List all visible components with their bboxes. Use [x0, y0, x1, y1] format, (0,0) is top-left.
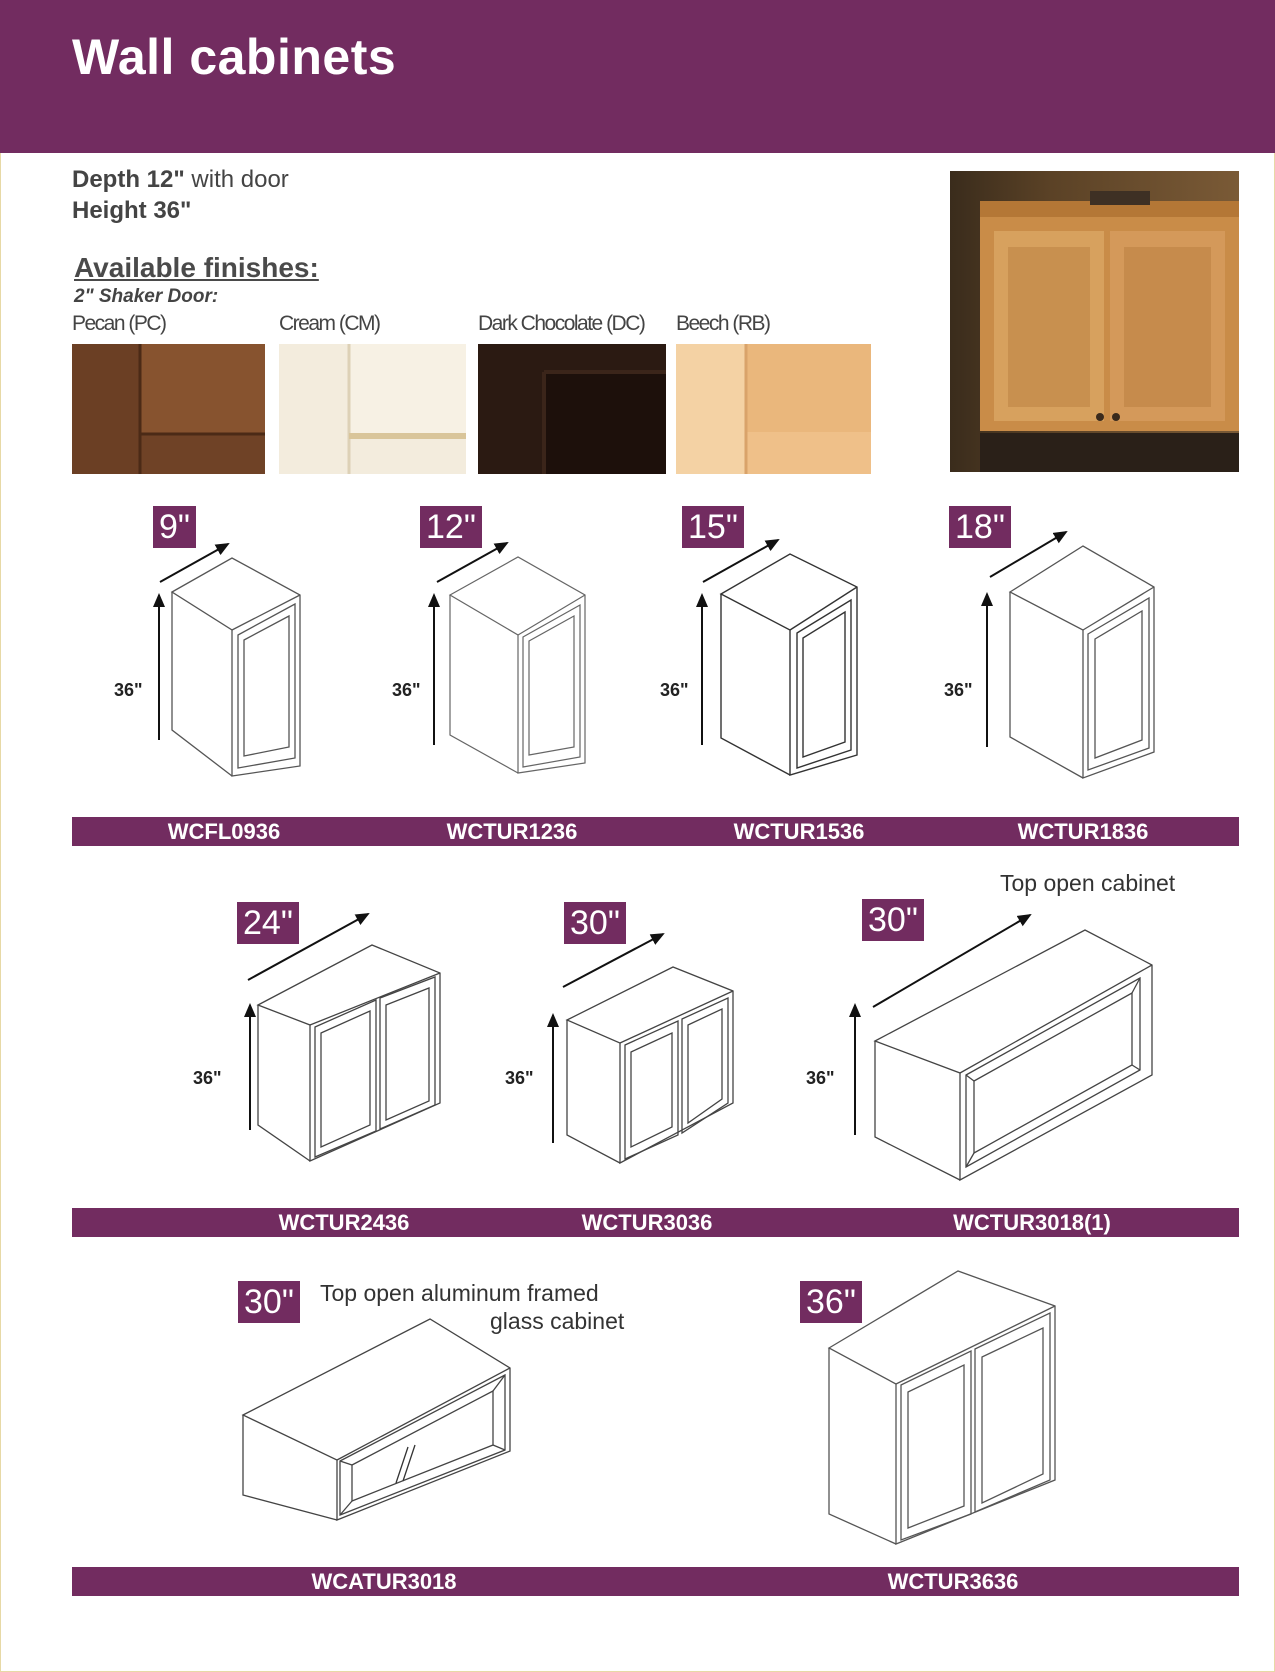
page-title: Wall cabinets	[72, 29, 397, 85]
height-label-wctur1836: 36"	[944, 680, 973, 700]
note-glass-line2: glass cabinet	[490, 1308, 625, 1334]
kitchen-cabinet-photo	[950, 171, 1239, 472]
height-label-wctur1236: 36"	[392, 680, 421, 700]
swatch-label-pecan: Pecan (PC)	[72, 312, 166, 335]
cabinet-drawing-wcatur3018	[240, 1315, 520, 1525]
swatch-beech	[676, 344, 871, 474]
width-badge-30-b: 30"	[862, 899, 924, 941]
swatch-label-dark-chocolate: Dark Chocolate (DC)	[478, 312, 645, 335]
swatch-label-cream: Cream (CM)	[279, 312, 380, 335]
cabinet-drawing-wctur3018-1	[840, 905, 1160, 1185]
cabinet-drawing-wcfl0936	[150, 540, 310, 780]
code-band-row3	[72, 1567, 1239, 1596]
cabinet-drawing-wctur3036	[545, 925, 740, 1165]
code-wctur3636: WCTUR3636	[887, 1569, 1019, 1594]
width-badge-12: 12"	[420, 506, 482, 548]
code-band-row1	[72, 817, 1239, 846]
height-label-wctur1536: 36"	[660, 680, 689, 700]
cabinet-drawing-wctur2436	[240, 905, 450, 1165]
code-wcfl0936: WCFL0936	[167, 819, 281, 844]
cabinet-drawing-wctur1236	[425, 535, 595, 780]
swatch-label-beech: Beech (RB)	[676, 312, 770, 335]
code-wctur3018-1: WCTUR3018(1)	[953, 1210, 1111, 1235]
code-wctur2436: WCTUR2436	[278, 1210, 410, 1235]
code-band-row2	[72, 1208, 1239, 1237]
width-badge-30-c: 30"	[238, 1281, 300, 1323]
height-label: Height 36"	[72, 197, 192, 224]
height-label-wctur3018-1: 36"	[806, 1068, 835, 1088]
door-style-label: 2" Shaker Door:	[74, 286, 219, 307]
depth-suffix: with door	[191, 166, 289, 193]
cabinet-drawing-wctur3636	[825, 1268, 1060, 1548]
height-spec	[72, 197, 191, 225]
code-wctur1536: WCTUR1536	[733, 819, 865, 844]
finishes-heading: Available finishes:	[74, 252, 319, 283]
width-badge-15: 15"	[682, 506, 744, 548]
note-glass-line1: Top open aluminum framed	[320, 1280, 599, 1306]
height-label-wctur3036: 36"	[505, 1068, 534, 1088]
cabinet-drawing-wctur1536	[693, 530, 868, 780]
swatch-pecan	[72, 344, 265, 474]
code-wctur3036: WCTUR3036	[581, 1210, 713, 1235]
swatch-dark-chocolate	[478, 344, 666, 474]
width-badge-30-a: 30"	[564, 902, 626, 944]
swatch-cream	[279, 344, 466, 474]
height-label-wctur2436: 36"	[193, 1068, 222, 1088]
code-wcatur3018: WCATUR3018	[311, 1569, 457, 1594]
code-wctur1836: WCTUR1836	[1017, 819, 1149, 844]
width-badge-18: 18"	[949, 506, 1011, 548]
cabinet-drawing-wctur1836	[978, 522, 1163, 782]
width-badge-24: 24"	[237, 902, 299, 944]
depth-spec	[72, 166, 289, 194]
height-label-wcfl0936: 36"	[114, 680, 143, 700]
width-badge-36: 36"	[800, 1281, 862, 1323]
header-bar	[0, 0, 1275, 153]
code-wctur1236: WCTUR1236	[446, 819, 578, 844]
width-badge-9: 9"	[153, 506, 196, 548]
depth-label: Depth 12"	[72, 166, 185, 193]
note-top-open-cabinet: Top open cabinet	[1000, 870, 1176, 896]
